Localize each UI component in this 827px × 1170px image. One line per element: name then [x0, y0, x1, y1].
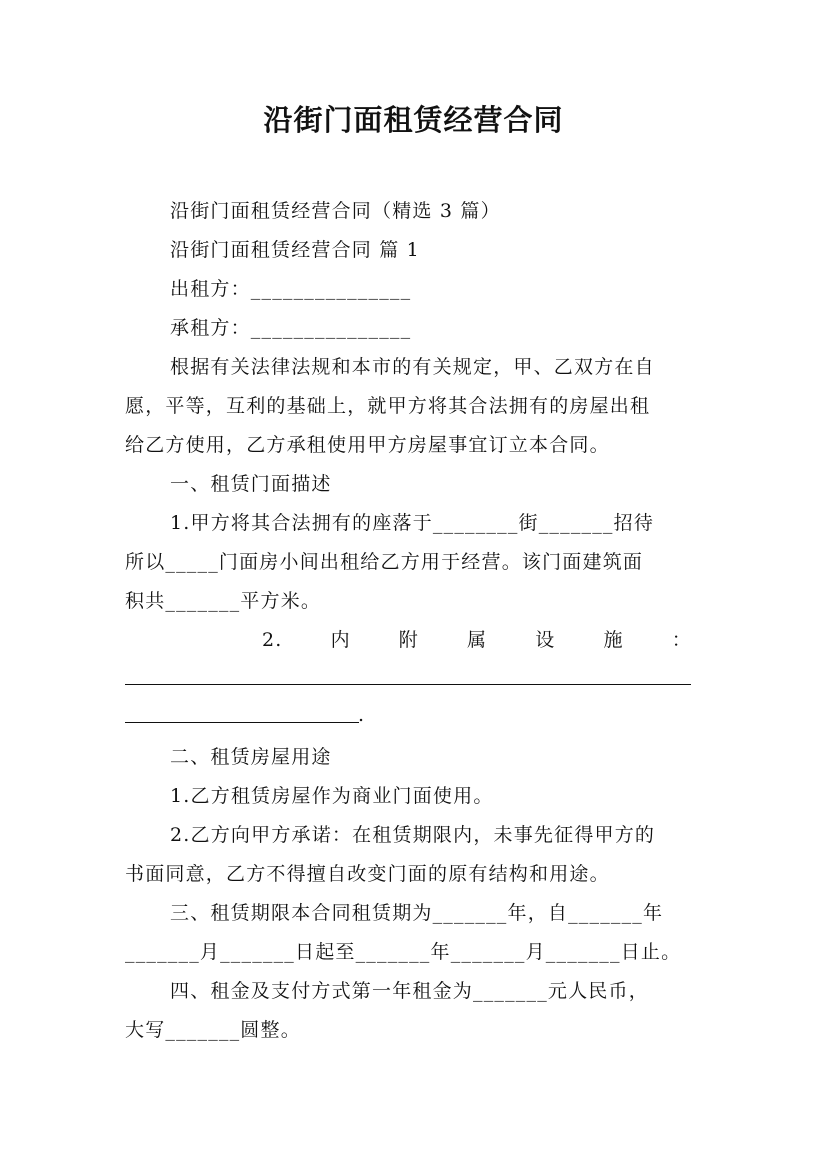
- paragraph-line: 1.甲方将其合法拥有的座落于________街_______招待: [170, 512, 655, 534]
- paragraph-line: 三、租赁期限本合同租赁期为_______年，自_______年: [170, 902, 664, 924]
- paragraph-line: 所以_____门面房小间出租给乙方用于经营。该门面建筑面: [125, 551, 644, 573]
- spread-colon: ：: [671, 629, 692, 651]
- paragraph-line: 2.乙方向甲方承诺：在租赁期限内，未事先征得甲方的: [170, 824, 656, 846]
- paragraph-line: 根据有关法律法规和本市的有关规定，甲、乙双方在自: [170, 356, 655, 378]
- fill-in-rule: [125, 722, 359, 723]
- section-heading: 沿街门面租赁经营合同 篇 1: [170, 239, 420, 261]
- spread-char: 设: [535, 629, 556, 651]
- fill-in-rule: [125, 684, 691, 685]
- paragraph-line: _______月_______日起至_______年_______月_______日止。: [125, 941, 682, 963]
- lessor-field: 出租方：_______________: [170, 278, 412, 300]
- paragraph-line: 书面同意，乙方不得擅自改变门面的原有结构和用途。: [125, 863, 610, 885]
- lessee-field: 承租方：_______________: [170, 317, 412, 339]
- paragraph-line: 愿，平等，互利的基础上，就甲方将其合法拥有的房屋出租: [125, 395, 651, 417]
- clause-heading: 一、租赁门面描述: [170, 473, 332, 495]
- spread-char: 施: [603, 629, 624, 651]
- subtitle-line: 沿街门面租赁经营合同（精选 3 篇）: [170, 200, 501, 222]
- paragraph-line: 四、租金及支付方式第一年租金为_______元人民币，: [170, 980, 649, 1002]
- item-number: 2.: [262, 629, 283, 651]
- document-title: 沿街门面租赁经营合同: [263, 103, 564, 137]
- spread-char: 内: [330, 629, 351, 651]
- paragraph-line: 1.乙方租赁房屋作为商业门面使用。: [170, 785, 494, 807]
- spread-char: 附: [398, 629, 419, 651]
- clause-heading: 二、租赁房屋用途: [170, 746, 332, 768]
- paragraph-line: 积共_______平方米。: [125, 590, 322, 612]
- period-mark: .: [358, 704, 366, 726]
- paragraph-line: 给乙方使用，乙方承租使用甲方房屋事宜订立本合同。: [125, 434, 610, 456]
- spread-line: [262, 629, 692, 651]
- spread-char: 属: [467, 629, 488, 651]
- paragraph-line: 大写_______圆整。: [125, 1019, 301, 1041]
